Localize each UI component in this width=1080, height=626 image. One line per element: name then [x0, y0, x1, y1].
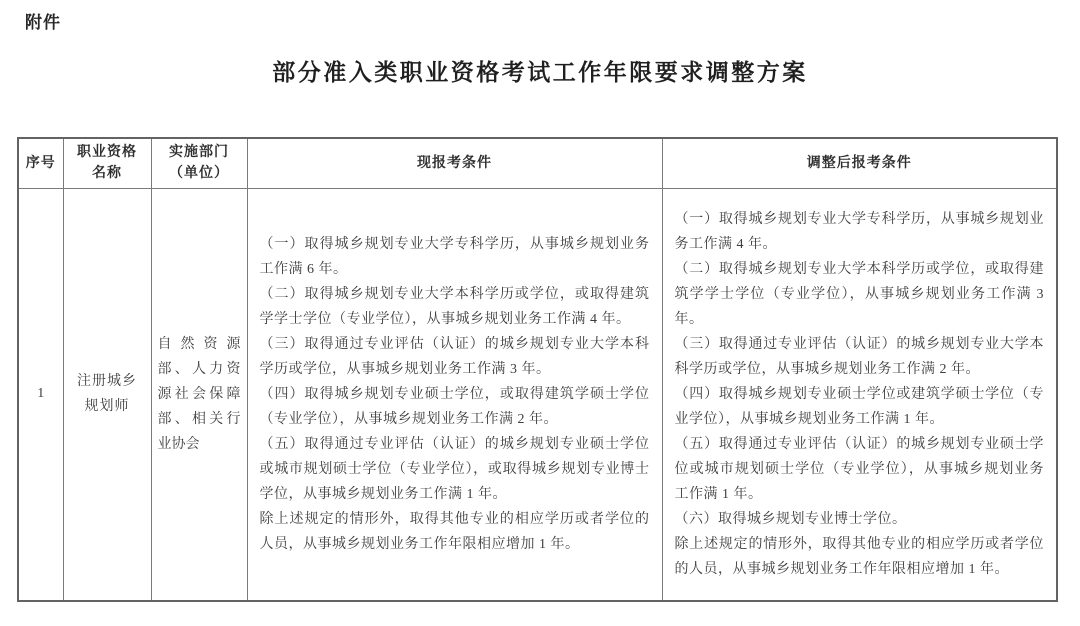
- condition-paragraph: （二）取得城乡规划专业大学本科学历或学位，或取得建筑学学士学位（专业学位），从事城乡规划业务工作满 3 年。: [674, 261, 1044, 327]
- header-index: 序号: [18, 138, 63, 188]
- cell-current-conditions: [247, 188, 662, 601]
- condition-paragraph: （四）取得城乡规划专业硕士学位，或取得建筑学硕士学位（专业学位），从事城乡规划业务工作满 2 年。: [259, 386, 650, 427]
- table-row: [18, 188, 1057, 601]
- header-adjusted-conditions: 调整后报考条件: [662, 138, 1057, 188]
- header-qualification-name: 职业资格名称: [63, 138, 151, 188]
- attachment-label: 附件: [25, 13, 61, 32]
- condition-paragraph: （五）取得通过专业评估（认证）的城乡规划专业硕士学位或城市规划硕士学位（专业学位），或取得城乡规划专业博士学位，从事城乡规划业务工作满 1 年。: [259, 436, 650, 502]
- condition-paragraph: （六）取得城乡规划专业博士学位。: [674, 511, 907, 527]
- current-conditions-text: [260, 232, 650, 557]
- page-title: 部分准入类职业资格考试工作年限要求调整方案: [272, 59, 808, 85]
- header-current-conditions: 现报考条件: [247, 138, 662, 188]
- header-department: 实施部门（单位）: [151, 138, 247, 188]
- cell-adjusted-conditions: [662, 188, 1057, 601]
- cell-index: 1: [18, 188, 63, 601]
- condition-paragraph: （一）取得城乡规划专业大学专科学历，从事城乡规划业务工作满 6 年。: [259, 236, 650, 277]
- cell-department: 自然资源部、人力资源社会保障部、相关行业协会: [151, 188, 247, 601]
- condition-paragraph: （二）取得城乡规划专业大学本科学历或学位，或取得建筑学学士学位（专业学位），从事城乡规划业务工作满 4 年。: [259, 286, 650, 327]
- condition-paragraph: 除上述规定的情形外，取得其他专业的相应学历或者学位的人员，从事城乡规划业务工作年限相应增加 1 年。: [674, 536, 1044, 577]
- condition-paragraph: （一）取得城乡规划专业大学专科学历，从事城乡规划业务工作满 4 年。: [674, 211, 1044, 252]
- qualification-table: [17, 137, 1058, 602]
- condition-paragraph: （三）取得通过专业评估（认证）的城乡规划专业大学本科学历或学位，从事城乡规划业务工作满 3 年。: [259, 336, 650, 377]
- adjusted-conditions-text: [675, 207, 1045, 582]
- condition-paragraph: 除上述规定的情形外，取得其他专业的相应学历或者学位的人员，从事城乡规划业务工作年限相应增加 1 年。: [259, 511, 650, 552]
- condition-paragraph: （三）取得通过专业评估（认证）的城乡规划专业大学本科学历或学位，从事城乡规划业务工作满 2 年。: [674, 336, 1044, 377]
- table-header-row: [18, 138, 1057, 188]
- condition-paragraph: （五）取得通过专业评估（认证）的城乡规划专业硕士学位或城市规划硕士学位（专业学位），从事城乡规划业务工作满 1 年。: [674, 436, 1044, 502]
- cell-qualification-name: 注册城乡规划师: [63, 188, 151, 601]
- condition-paragraph: （四）取得城乡规划专业硕士学位或建筑学硕士学位（专业学位），从事城乡规划业务工作满 1 年。: [674, 386, 1044, 427]
